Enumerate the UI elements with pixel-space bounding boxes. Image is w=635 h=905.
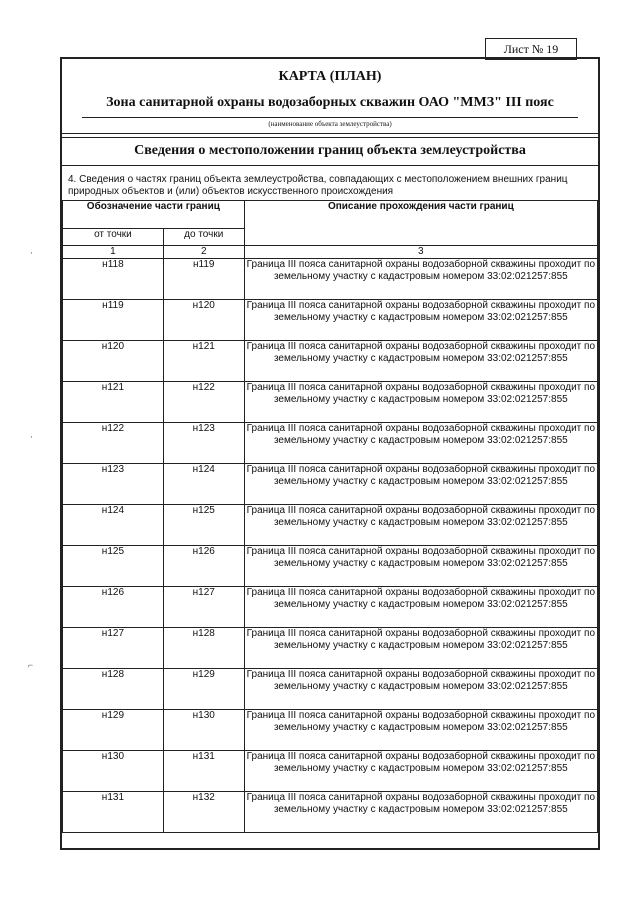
table-row [63,628,598,669]
description-cell: Граница III пояса санитарной охраны водозаборной скважины проходит по земельному участку с кадастровым номером 33:02:021257:855 [244,382,597,423]
section-divider [62,165,598,166]
description-cell: Граница III пояса санитарной охраны водозаборной скважины проходит по земельному участку с кадастровым номером 33:02:021257:855 [244,587,597,628]
margin-mark: ⌐ [28,660,34,670]
header-divider [62,133,598,134]
object-name-caption: (наименование объекта землеустройства) [268,120,392,128]
table-row [63,751,598,792]
from-point-cell: н129 [63,710,164,751]
description-cell: Граница III пояса санитарной охраны водозаборной скважины проходит по земельному участку с кадастровым номером 33:02:021257:855 [244,628,597,669]
table-row [63,423,598,464]
col-number-2: 2 [163,246,244,259]
table-row [63,464,598,505]
boundary-parts-table [62,200,598,833]
to-point-cell: н119 [163,259,244,300]
table-row [63,382,598,423]
col-number-1: 1 [63,246,164,259]
from-point-cell: н127 [63,628,164,669]
section-title: Сведения о местоположении границ объекта землеустройства [134,143,526,158]
to-point-cell: н129 [163,669,244,710]
margin-mark: · [30,432,33,442]
table-row [63,341,598,382]
table-row [63,546,598,587]
to-point-cell: н128 [163,628,244,669]
description-cell: Граница III пояса санитарной охраны водозаборной скважины проходит по земельному участку с кадастровым номером 33:02:021257:855 [244,300,597,341]
from-header: от точки [63,229,164,246]
description-cell: Граница III пояса санитарной охраны водозаборной скважины проходит по земельному участку с кадастровым номером 33:02:021257:855 [244,669,597,710]
table-row [63,259,598,300]
table-row [63,669,598,710]
from-point-cell: н126 [63,587,164,628]
object-name: Зона санитарной охраны водозаборных скважин ОАО "ММЗ" III пояс [106,95,554,110]
to-point-cell: н123 [163,423,244,464]
from-point-cell: н118 [63,259,164,300]
from-point-cell: н123 [63,464,164,505]
from-point-cell: н128 [63,669,164,710]
col-number-3: 3 [244,246,597,259]
description-cell: Граница III пояса санитарной охраны водозаборной скважины проходит по земельному участку с кадастровым номером 33:02:021257:855 [244,341,597,382]
description-cell: Граница III пояса санитарной охраны водозаборной скважины проходит по земельному участку с кадастровым номером 33:02:021257:855 [244,546,597,587]
document-title: КАРТА (ПЛАН) [278,69,382,84]
to-point-cell: н130 [163,710,244,751]
to-point-cell: н122 [163,382,244,423]
to-point-cell: н120 [163,300,244,341]
from-point-cell: н120 [63,341,164,382]
to-point-cell: н125 [163,505,244,546]
description-cell: Граница III пояса санитарной охраны водозаборной скважины проходит по земельному участку с кадастровым номером 33:02:021257:855 [244,464,597,505]
table-row [63,505,598,546]
to-point-cell: н127 [163,587,244,628]
to-point-cell: н126 [163,546,244,587]
object-name-underline [82,117,578,118]
from-point-cell: н122 [63,423,164,464]
table-row [63,792,598,833]
to-point-cell: н121 [163,341,244,382]
description-cell: Граница III пояса санитарной охраны водозаборной скважины проходит по земельному участку с кадастровым номером 33:02:021257:855 [244,505,597,546]
description-cell: Граница III пояса санитарной охраны водозаборной скважины проходит по земельному участку с кадастровым номером 33:02:021257:855 [244,710,597,751]
from-point-cell: н121 [63,382,164,423]
margin-mark: · [30,248,33,258]
table-row [63,710,598,751]
description-cell: Граница III пояса санитарной охраны водозаборной скважины проходит по земельному участку с кадастровым номером 33:02:021257:855 [244,423,597,464]
description-cell: Граница III пояса санитарной охраны водозаборной скважины проходит по земельному участку с кадастровым номером 33:02:021257:855 [244,792,597,833]
group-header: Обозначение части границ [63,201,245,229]
from-point-cell: н131 [63,792,164,833]
to-point-cell: н131 [163,751,244,792]
to-point-cell: н124 [163,464,244,505]
from-point-cell: н119 [63,300,164,341]
from-point-cell: н130 [63,751,164,792]
description-cell: Граница III пояса санитарной охраны водозаборной скважины проходит по земельному участку с кадастровым номером 33:02:021257:855 [244,259,597,300]
document-frame [60,57,600,850]
table-row [63,300,598,341]
sheet-number: Лист № 19 [485,38,577,60]
to-header: до точки [163,229,244,246]
from-point-cell: н124 [63,505,164,546]
section-4-text: 4. Сведения о частях границ объекта землеустройства, совпадающих с местоположением внешних границ природных объектов и (или) объектов искусственного происхождения [68,174,568,197]
to-point-cell: н132 [163,792,244,833]
header-divider-double [62,137,598,138]
description-cell: Граница III пояса санитарной охраны водозаборной скважины проходит по земельному участку с кадастровым номером 33:02:021257:855 [244,751,597,792]
table-row [63,587,598,628]
from-point-cell: н125 [63,546,164,587]
desc-header: Описание прохождения части границ [244,201,597,246]
